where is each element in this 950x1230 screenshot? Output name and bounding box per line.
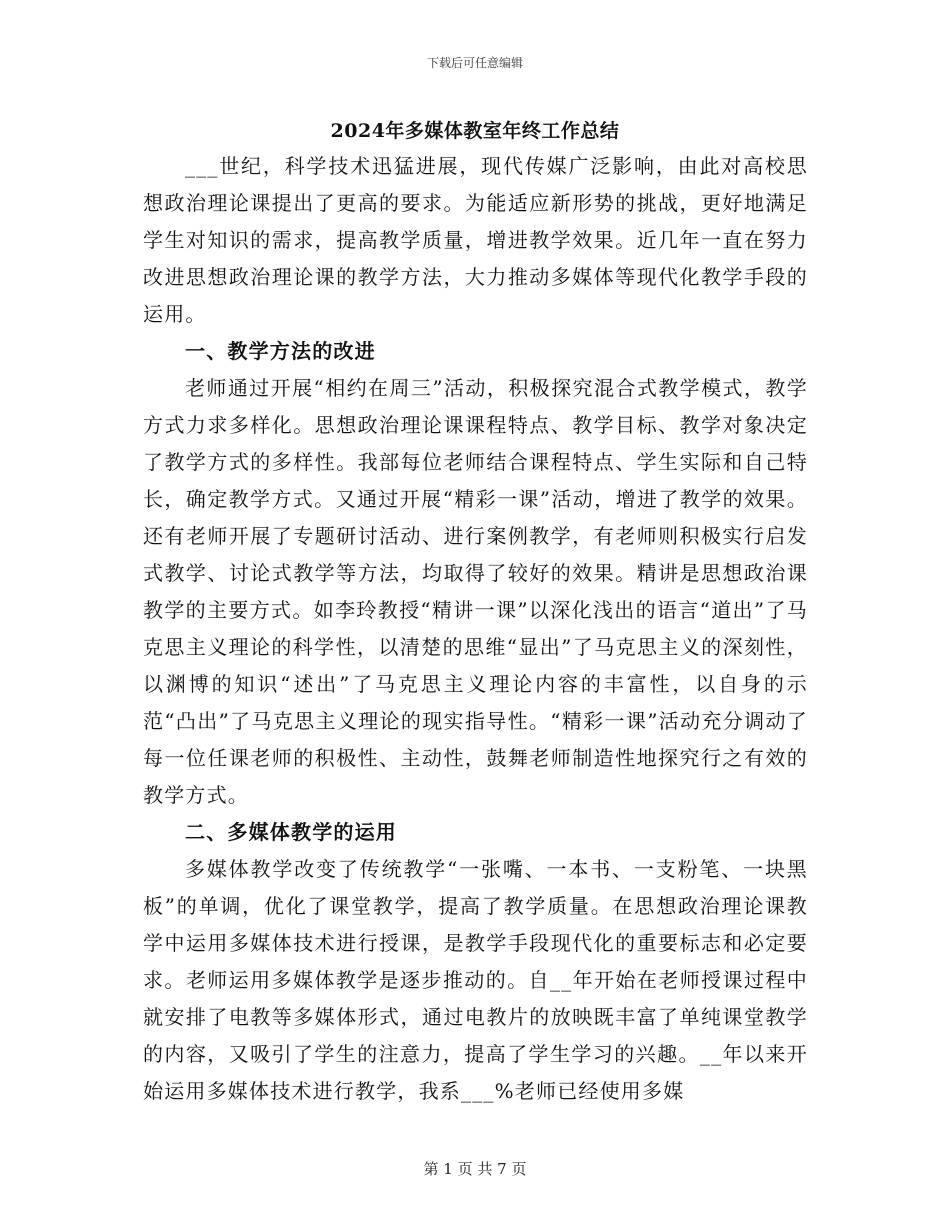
section-heading-2: 二、多媒体教学的运用 bbox=[185, 820, 397, 844]
section-paragraph-2: 多媒体教学改变了传统教学“一张嘴、一本书、一支粉笔、一块黑板”的单调，优化了课堂教学，提高了教学质量。在思想政治理论课教学中运用多媒体技术进行授课，是教学手段现代化的重要标志和必定要求。老师运用多媒体教学是逐步推动的。自__年开始在老师授课过程中就安排了电教等多媒体形式，通过电教片的放映既丰富了单纯课堂教学的内容，又吸引了学生的注意力，提高了学生学习的兴趣。__年以来开始运用多媒体技术进行教学，我系___%老师已经使用多媒 bbox=[143, 857, 808, 1103]
header-note: 下载后可任意编辑 bbox=[426, 56, 523, 70]
section-paragraph-1: 老师通过开展“相约在周三”活动，积极探究混合式教学模式，教学方式力求多样化。思想政治理论课课程特点、教学目标、教学对象决定了教学方式的多样性。我部每位老师结合课程特点、学生实际和自己特长，确定教学方式。又通过开展“精彩一课”活动，增进了教学的效果。还有老师开展了专题研讨活动、进行案例教学，有老师则积极实行启发式教学、讨论式教学等方法，均取得了较好的效果。精讲是思想政治课教学的主要方式。如李玲教授“精讲一课”以深化浅出的语言“道出”了马克思主义理论的科学性，以清楚的思维“显出”了马克思主义的深刻性，以渊博的知识“述出”了马克思主义理论内容的丰富性，以自身的示范“凸出”了马克思主义理论的现实指导性。“精彩一课”活动充分调动了每一位任课老师的积极性、主动性，鼓舞老师制造性地探究行之有效的教学方式。 bbox=[143, 376, 808, 807]
intro-paragraph: ___世纪，科学技术迅猛进展，现代传媒广泛影响，由此对高校思想政治理论课提出了更高的要求。为能适应新形势的挑战，更好地满足学生对知识的需求，提高教学质量，增进教学效果。近几年一直在努力改进思想政治理论课的教学方法，大力推动多媒体等现代化教学手段的运用。 bbox=[143, 154, 808, 326]
document-body bbox=[143, 148, 808, 1110]
section-heading-1: 一、教学方法的改进 bbox=[185, 339, 376, 363]
page-number: 第 1 页 共 7 页 bbox=[423, 1160, 527, 1178]
document-title: 2024年多媒体教室年终工作总结 bbox=[330, 120, 620, 142]
